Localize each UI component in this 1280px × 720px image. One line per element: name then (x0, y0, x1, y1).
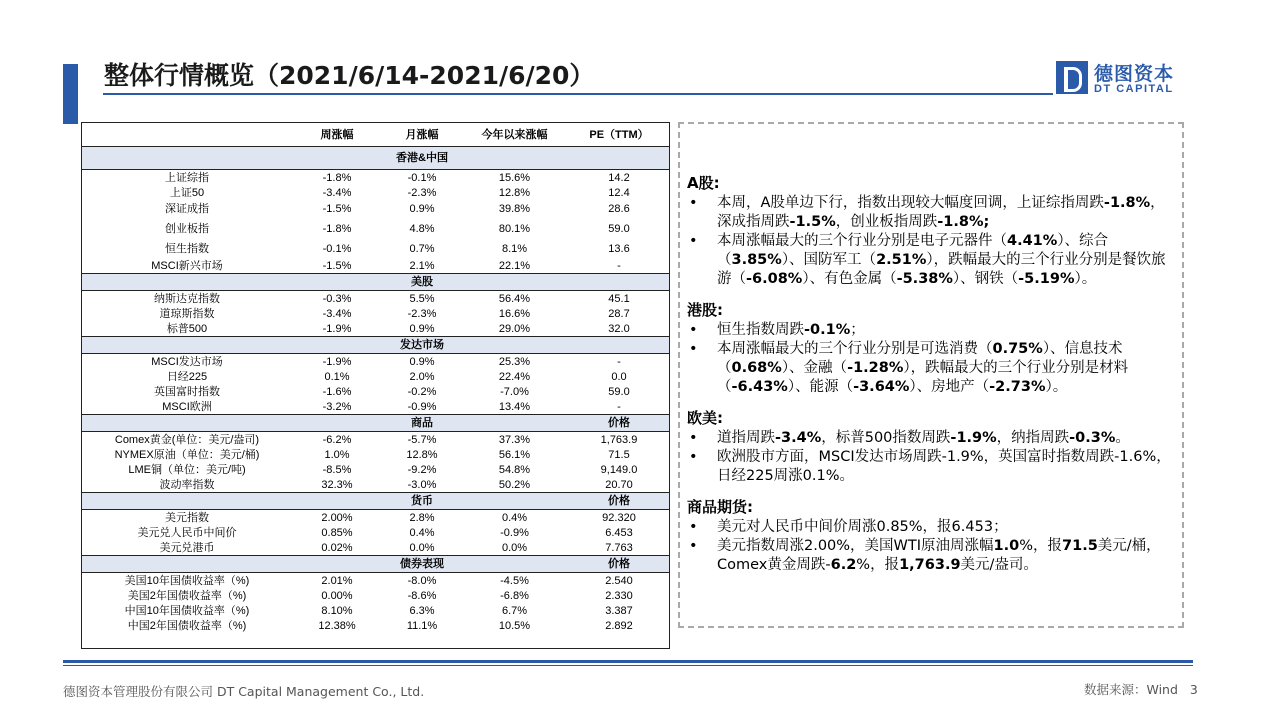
table-row (82, 432, 670, 448)
commentary-text: 4.41% (1007, 233, 1058, 249)
table-cell: 39.8% (498, 203, 531, 215)
table-cell: 0.02% (321, 541, 353, 554)
table-cell: -5.7% (407, 433, 437, 446)
section-price-label: 价格 (567, 415, 670, 432)
table-cell: 6.7% (501, 604, 528, 617)
table-cell: -0.9% (500, 526, 529, 539)
commentary-text: 0.68% (731, 360, 782, 376)
commentary-text: 美元对人民币中间价周涨0.85%，报6.453； (717, 519, 1008, 535)
market-table (81, 122, 670, 649)
table-cell: 20.70 (605, 478, 633, 491)
table-cell: - (617, 355, 621, 368)
table-section-header (82, 274, 670, 291)
table-cell: 12.8% (406, 448, 438, 461)
commentary-text: 美元指数周涨2.00%，美国WTI原油周涨幅 (717, 538, 994, 554)
bullet-dot-icon: • (689, 195, 698, 211)
table-cell: 波动率指数 (159, 478, 215, 491)
table-cell: 0.9% (409, 355, 435, 368)
commentary-text: -0.3% (1069, 430, 1116, 446)
table-section-header (82, 493, 670, 510)
table-cell: 2.8% (409, 511, 435, 524)
table-cell: 美元兑港币 (159, 541, 215, 554)
table-cell: 中国2年国债收益率（%) (127, 619, 247, 632)
section-name: 商品 (382, 415, 462, 432)
table-cell: 0.0% (409, 541, 435, 554)
commentary-text: -1.8%; (937, 214, 990, 230)
commentary-text: -0.1% (804, 322, 851, 338)
section-price-label: 价格 (567, 556, 670, 573)
column-header (82, 123, 292, 147)
table-cell: 2.892 (605, 619, 633, 632)
table-cell: -0.2% (407, 385, 437, 398)
table-cell: 美国2年国债收益率（%) (127, 589, 247, 602)
table-row (82, 462, 670, 477)
commentary-text: 本周涨幅最大的三个行业分别是可选消费（ (717, 341, 993, 357)
footer-divider (63, 660, 1193, 663)
commentary-box (678, 122, 1184, 628)
commentary-section (687, 409, 1177, 486)
table-cell: 56.4% (498, 292, 531, 305)
table-section-header (82, 556, 670, 573)
commentary-text: 71.5 (1062, 538, 1098, 554)
table-cell: 29.0% (498, 322, 531, 335)
commentary-text: -6.43% (731, 379, 788, 395)
bullet-dot-icon: • (689, 322, 698, 338)
table-cell: - (617, 259, 621, 272)
table-cell: 深证成指 (165, 203, 209, 215)
table-row (82, 258, 670, 274)
table-cell: Comex黄金(单位：美元/盎司) (114, 433, 260, 446)
table-cell: MSCI新兴市场 (151, 259, 223, 272)
table-cell: 0.1% (324, 370, 350, 383)
table-cell: 54.8% (498, 463, 531, 476)
table-cell: -2.3% (407, 186, 437, 199)
commentary-text: ）。 (1045, 379, 1068, 395)
commentary-text: 美元/盎司。 (960, 557, 1038, 573)
commentary-text: -3.64% (853, 379, 910, 395)
column-header: 月涨幅 (382, 123, 462, 147)
table-cell: 2.1% (409, 259, 435, 272)
table-cell: -1.6% (322, 385, 352, 398)
table-row (82, 603, 670, 618)
commentary-heading: 商品期货: (687, 498, 753, 516)
table-cell: 92.320 (602, 511, 636, 524)
commentary-bullet (687, 321, 1177, 340)
commentary-text: 美元/桶，Comex黄金周跌- (717, 538, 1161, 573)
commentary-text: -5.19% (1018, 271, 1075, 287)
table-cell: 0.00% (321, 589, 353, 602)
section-name: 债券表现 (382, 556, 462, 573)
commentary-text: 3.85% (731, 252, 782, 268)
table-cell: 37.3% (498, 433, 531, 446)
table-cell: 13.6 (608, 243, 630, 255)
column-header: 今年以来涨幅 (462, 123, 567, 147)
table-cell: -6.2% (322, 433, 352, 446)
table-cell: 80.1% (498, 223, 531, 235)
table-row (82, 477, 670, 493)
table-cell: 15.6% (498, 171, 531, 184)
table-cell: 4.8% (409, 223, 435, 235)
commentary-text: -5.38% (896, 271, 953, 287)
table-section-header (82, 415, 670, 432)
table-cell: MSCI欧洲 (162, 400, 212, 413)
commentary-text: ）、钢铁（ (952, 271, 1019, 287)
commentary-text: ）、能源（ (787, 379, 854, 395)
table-cell: -1.8% (322, 171, 352, 184)
table-cell: -3.4% (322, 307, 352, 320)
commentary-text: 欧洲股市方面，MSCI发达市场周跌-1.9%，英国富时指数周跌-1.6%，日经225周涨0.1%。 (717, 449, 1171, 484)
table-row (82, 588, 670, 603)
table-cell: 1.0% (324, 448, 350, 461)
table-cell: 28.7 (608, 307, 630, 320)
commentary-text: ）、金融（ (781, 360, 848, 376)
table-cell: -0.1% (407, 171, 437, 184)
column-header: 周涨幅 (292, 123, 382, 147)
table-row (82, 291, 670, 307)
table-cell: 中国10年国债收益率（%) (124, 604, 250, 617)
table-cell: -4.5% (500, 574, 529, 587)
table-row (82, 218, 670, 240)
table-row (82, 369, 670, 384)
table-cell: 1,763.9 (600, 433, 638, 446)
bullet-dot-icon: • (689, 519, 698, 535)
table-cell: 美国10年国债收益率（%) (124, 574, 250, 587)
table-row (82, 200, 670, 218)
table-cell: -1.5% (322, 259, 352, 272)
commentary-bullet (687, 194, 1177, 232)
table-section-header (82, 337, 670, 354)
table-row (82, 384, 670, 399)
commentary-bullet (687, 537, 1177, 575)
table-cell: 12.4 (608, 186, 630, 199)
table-cell: 8.1% (501, 243, 528, 255)
section-name: 香港&中国 (382, 147, 462, 170)
table-cell: -9.2% (407, 463, 437, 476)
table-row (82, 525, 670, 540)
commentary-text: 2.51% (876, 252, 927, 268)
table-cell: 14.2 (608, 171, 630, 184)
commentary-text: 恒生指数周跌 (717, 322, 804, 338)
table-cell: 59.0 (608, 223, 630, 235)
commentary-section (687, 301, 1177, 397)
table-row (82, 573, 670, 589)
table-cell: 32.0 (608, 322, 630, 335)
page-number: 3 (1189, 682, 1198, 697)
table-cell: 0.4% (409, 526, 435, 539)
page-title: 整体行情概览（2021/6/14-2021/6/20） (104, 61, 595, 90)
bullet-dot-icon: • (689, 449, 698, 465)
table-cell: 11.1% (406, 619, 438, 632)
table-cell: 2.00% (321, 511, 353, 524)
table-row (82, 354, 670, 370)
commentary-bullet (687, 232, 1177, 289)
table-row (82, 510, 670, 526)
section-name: 美股 (382, 274, 462, 291)
column-header: PE（TTM） (567, 123, 670, 147)
table-cell: -3.2% (322, 400, 352, 413)
commentary-text: 本周涨幅最大的三个行业分别是电子元器件（ (717, 233, 1007, 249)
commentary-text: -1.8% (1103, 195, 1151, 211)
table-cell: 2.01% (321, 574, 353, 587)
commentary-text: 6.2 (830, 557, 857, 573)
commentary-text: -3.4% (775, 430, 822, 446)
table-cell: 2.330 (605, 589, 633, 602)
table-cell: -3.4% (322, 186, 352, 199)
table-cell: 英国富时指数 (154, 385, 220, 398)
table-cell: 创业板指 (165, 223, 209, 235)
logo-chinese-name: 德图资本 (1094, 63, 1175, 85)
table-cell: 10.5% (498, 619, 531, 632)
table-cell: 59.0 (608, 385, 630, 398)
table-cell: 28.6 (608, 203, 630, 215)
section-price-label (567, 274, 670, 291)
commentary-text: 道指周跌 (717, 430, 775, 446)
bullet-dot-icon: • (689, 538, 698, 554)
commentary-text: 1,763.9 (899, 557, 961, 573)
table-cell: 6.453 (605, 526, 633, 539)
table-row (82, 170, 670, 186)
table-section-header (82, 147, 670, 170)
commentary-text: ，标普500指数周跌 (821, 430, 951, 446)
commentary-text: ）、有色金属（ (802, 271, 897, 287)
table-cell: 0.0% (501, 541, 528, 554)
table-cell: 2.540 (605, 574, 633, 587)
bullet-dot-icon: • (689, 341, 698, 357)
section-name: 货币 (382, 493, 462, 510)
logo-d-icon (1056, 61, 1088, 94)
commentary-heading: A股: (687, 174, 720, 192)
commentary-heading: 港股: (687, 301, 723, 319)
footer-company: 德图资本管理股份有限公司 DT Capital Management Co., Ltd. (63, 684, 425, 699)
table-cell: 25.3% (498, 355, 531, 368)
commentary-text: ，深成指周跌 (717, 195, 1165, 230)
commentary-text: ，纳指周跌 (996, 430, 1070, 446)
table-cell: LME铜（单位：美元/吨) (128, 463, 246, 476)
commentary-text: 。 (1115, 430, 1130, 446)
section-price-label: 价格 (567, 493, 670, 510)
commentary-text: ）。 (1074, 271, 1097, 287)
table-cell: -1.9% (322, 355, 352, 368)
table-cell: 8.10% (321, 604, 353, 617)
commentary-bullet (687, 429, 1177, 448)
table-row (82, 399, 670, 415)
table-cell: 道琼斯指数 (159, 307, 215, 320)
table-cell: MSCI发达市场 (151, 355, 223, 368)
commentary-text: -1.5% (789, 214, 836, 230)
table-cell: -0.9% (407, 400, 437, 413)
table-cell: 2.0% (409, 370, 435, 383)
table-cell: -0.3% (322, 292, 352, 305)
table-cell: 12.8% (498, 186, 531, 199)
table-cell: 美元兑人民币中间价 (137, 526, 237, 539)
table-cell: 50.2% (498, 478, 531, 491)
bullet-dot-icon: • (689, 233, 698, 249)
table-cell: 恒生指数 (165, 243, 209, 255)
commentary-text: ），跌幅最大的三个行业分别是材料（ (717, 360, 1129, 395)
table-cell: -1.9% (322, 322, 352, 335)
commentary-text: ）、信息技术（ (717, 341, 1123, 376)
table-row (82, 240, 670, 258)
commentary-section (687, 174, 1177, 289)
table-row (82, 447, 670, 462)
table-cell: 13.4% (498, 400, 531, 413)
table-cell: -2.3% (407, 307, 437, 320)
commentary-bullet (687, 340, 1177, 397)
table-cell: 日经225 (166, 370, 208, 383)
table-cell: -1.8% (322, 223, 352, 235)
section-name: 发达市场 (382, 337, 462, 354)
table-row (82, 306, 670, 321)
table-header-row (82, 123, 670, 147)
table-cell: 0.0 (611, 370, 627, 383)
bullet-dot-icon: • (689, 430, 698, 446)
commentary-text: %，报 (856, 557, 900, 573)
table-cell: 标普500 (166, 322, 208, 335)
table-cell: -8.6% (407, 589, 437, 602)
table-cell: 22.4% (498, 370, 531, 383)
commentary-bullet (687, 518, 1177, 537)
commentary-text: %，报 (1019, 538, 1063, 554)
table-cell: 纳斯达克指数 (154, 292, 220, 305)
table-cell: 上证综指 (165, 171, 209, 184)
commentary-text: ； (850, 322, 865, 338)
table-cell: 22.1% (498, 259, 531, 272)
commentary-text: 0.75% (992, 341, 1043, 357)
table-cell: 32.3% (321, 478, 353, 491)
commentary-text: ）、国防军工（ (781, 252, 877, 268)
table-cell: 0.7% (409, 243, 435, 255)
section-price-label (567, 147, 670, 170)
table-cell: 6.3% (409, 604, 435, 617)
table-cell: -8.0% (407, 574, 437, 587)
table-cell: NYMEX原油（单位：美元/桶) (114, 448, 260, 461)
table-row (82, 618, 670, 633)
commentary-text: 本周，A股单边下行，指数出现较大幅度回调，上证综指周跌 (717, 195, 1104, 211)
table-row (82, 540, 670, 556)
table-cell: 12.38% (318, 619, 356, 632)
table-cell: 0.85% (321, 526, 353, 539)
commentary-text: ）、房地产（ (909, 379, 990, 395)
table-cell: - (617, 400, 621, 413)
table-cell: -3.0% (407, 478, 437, 491)
commentary-text: -1.9% (950, 430, 997, 446)
table-cell: 美元指数 (165, 511, 209, 524)
commentary-text: ，创业板指周跌 (835, 214, 938, 230)
commentary-text: -1.28% (847, 360, 904, 376)
table-cell: -8.5% (322, 463, 352, 476)
table-cell: 0.9% (409, 322, 435, 335)
table-cell: 5.5% (409, 292, 435, 305)
table-cell: 9,149.0 (600, 463, 638, 476)
data-source: 数据来源：Wind (1084, 682, 1178, 697)
commentary-text: ），跌幅最大的三个行业分别是餐饮旅游（ (717, 252, 1166, 287)
footer-source (1084, 680, 1198, 698)
title-accent-bar (63, 64, 78, 124)
footer-divider-thin (63, 665, 1193, 666)
table-cell: 0.4% (501, 511, 528, 524)
table-cell: 45.1 (608, 292, 630, 305)
table-cell: -7.0% (500, 385, 529, 398)
commentary-content (687, 174, 1177, 587)
table-cell: 16.6% (498, 307, 531, 320)
commentary-text: -6.08% (746, 271, 803, 287)
commentary-heading: 欧美: (687, 409, 723, 427)
table-cell: 上证50 (169, 186, 205, 199)
table-cell: 7.763 (605, 541, 633, 554)
table-cell: -0.1% (322, 243, 352, 255)
logo-english-name: DT CAPITAL (1094, 83, 1174, 95)
commentary-text: -2.73% (989, 379, 1046, 395)
table-cell: 71.5 (608, 448, 630, 461)
commentary-section (687, 498, 1177, 575)
table-cell: 56.1% (498, 448, 531, 461)
table-cell: 0.9% (409, 203, 435, 215)
commentary-text: ）、综合（ (717, 233, 1109, 268)
title-underline (103, 93, 1053, 95)
table-cell: -6.8% (500, 589, 529, 602)
company-logo (1056, 61, 1196, 97)
table-cell: -1.5% (322, 203, 352, 215)
commentary-bullet (687, 448, 1177, 486)
section-price-label (567, 337, 670, 354)
table-cell: 3.387 (605, 604, 633, 617)
table-row (82, 321, 670, 337)
commentary-text: 1.0 (993, 538, 1020, 554)
table-row (82, 185, 670, 200)
